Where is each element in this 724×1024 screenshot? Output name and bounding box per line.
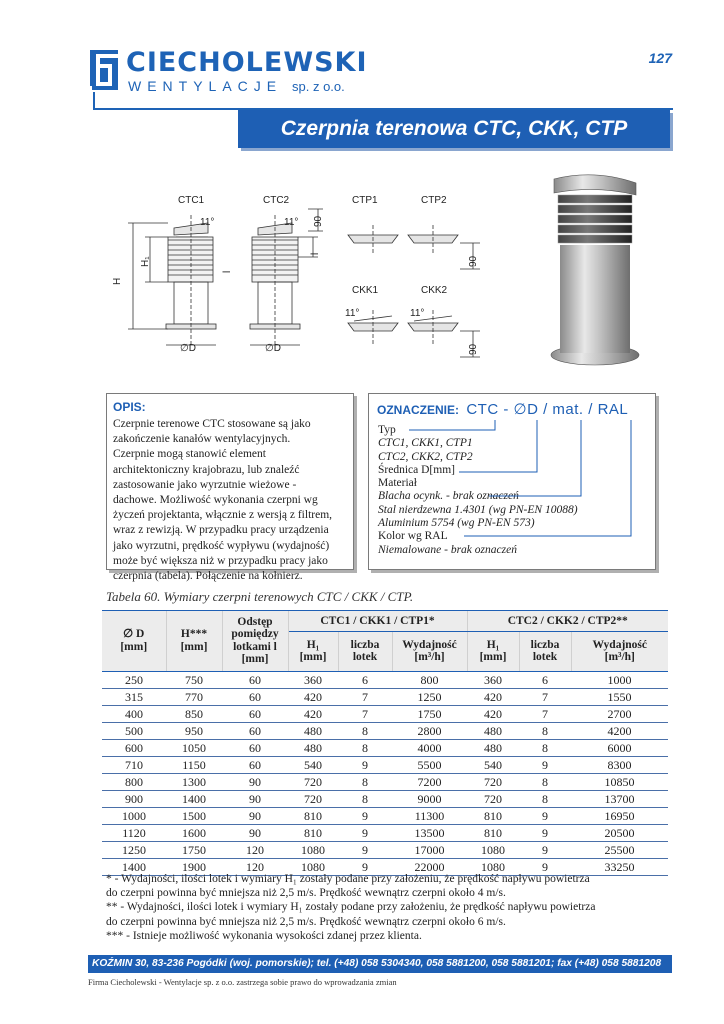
col-spacing-unit: [mm] bbox=[241, 653, 269, 666]
brand-subtitle-text: WENTYLACJE bbox=[128, 78, 283, 94]
description-line: życzeń projektanta, włącznie z wersją z filtrem, bbox=[113, 509, 333, 522]
table-cell: 16950 bbox=[571, 807, 668, 824]
table-row bbox=[102, 722, 668, 739]
table-cell: 480 bbox=[288, 722, 338, 739]
table-cell: 8 bbox=[338, 722, 392, 739]
table-cell: 420 bbox=[288, 705, 338, 722]
table-cell: 810 bbox=[288, 807, 338, 824]
table-cell: 8 bbox=[519, 773, 571, 790]
ctc1-drawing bbox=[128, 215, 216, 345]
table-cell: 1750 bbox=[392, 705, 467, 722]
diameter-ctc2: ∅D bbox=[265, 343, 281, 354]
table-cell: 480 bbox=[288, 739, 338, 756]
footnote-line: do czerpni powinna być mniejsza niż 2,5 m/s. Prędkość wewnątrz czerpni około 6 m/s. bbox=[106, 915, 506, 928]
designation-line: Materiał bbox=[378, 477, 417, 490]
dim-l-ctc2: l bbox=[310, 252, 321, 255]
designation-line: Średnica D[mm] bbox=[378, 463, 455, 476]
table-row bbox=[102, 773, 668, 790]
table-cell: 600 bbox=[102, 739, 166, 756]
table-cell: 90 bbox=[222, 790, 288, 807]
col-flow-label: Wydajność bbox=[402, 638, 457, 651]
designation-box bbox=[368, 393, 656, 570]
table-cell: 9 bbox=[519, 756, 571, 773]
table-cell: 400 bbox=[102, 705, 166, 722]
table-cell: 60 bbox=[222, 671, 288, 688]
designation-code: CTC - ∅D / mat. / RAL bbox=[466, 401, 629, 418]
company-logo bbox=[88, 46, 373, 108]
table-header-group-row bbox=[102, 611, 668, 631]
technical-drawing bbox=[108, 185, 488, 370]
table-cell: 360 bbox=[288, 671, 338, 688]
table-cell: 33250 bbox=[571, 858, 668, 875]
table-cell: 1400 bbox=[166, 790, 222, 807]
description-line: czerpnia (tabela). Połączenie na kołnierz. bbox=[113, 570, 303, 583]
table-cell: 6 bbox=[519, 671, 571, 688]
col-flow-a bbox=[392, 631, 467, 671]
table-cell: 60 bbox=[222, 722, 288, 739]
table-cell: 1000 bbox=[102, 807, 166, 824]
table-cell: 8 bbox=[338, 773, 392, 790]
table-cell: 1250 bbox=[392, 688, 467, 705]
col-diameter bbox=[102, 611, 166, 671]
group-ctc2: CTC2 / CKK2 / CTP2** bbox=[467, 611, 668, 631]
angle-ckk1: 11° bbox=[345, 308, 360, 319]
footnote-line: *** - Istnieje możliwość wykonania wysokości zdanej przez klienta. bbox=[106, 929, 422, 942]
col-diameter-unit: [mm] bbox=[120, 640, 148, 653]
table-cell: 13500 bbox=[392, 824, 467, 841]
table-cell: 480 bbox=[467, 722, 519, 739]
table-cell: 8 bbox=[338, 739, 392, 756]
table-row bbox=[102, 756, 668, 773]
table-cell: 900 bbox=[102, 790, 166, 807]
col-height bbox=[166, 611, 222, 671]
table-cell: 9 bbox=[338, 824, 392, 841]
table-cell: 10850 bbox=[571, 773, 668, 790]
diameter-ctc1: ∅D bbox=[180, 343, 196, 354]
table-cell: 1080 bbox=[288, 858, 338, 875]
table-cell: 1080 bbox=[467, 841, 519, 858]
table-cell: 810 bbox=[288, 824, 338, 841]
table-cell: 1250 bbox=[102, 841, 166, 858]
footnote-line: * - Wydajności, ilości lotek i wymiary H₁ zostały podane przy założeniu, że prędkość napływu powietrza bbox=[106, 873, 590, 885]
table-cell: 360 bbox=[467, 671, 519, 688]
table-cell: 5500 bbox=[392, 756, 467, 773]
description-line: wraz z rewizją. W przypadku pracy urządzenia bbox=[113, 524, 329, 537]
table-cell: 315 bbox=[102, 688, 166, 705]
ctp1-drawing bbox=[348, 225, 398, 255]
col-flow-unit: [m³/h] bbox=[414, 651, 445, 663]
col-flow-unit: [m³/h] bbox=[604, 651, 635, 663]
designation-header bbox=[377, 400, 647, 418]
table-cell: 1550 bbox=[571, 688, 668, 705]
table-cell: 420 bbox=[288, 688, 338, 705]
table-cell: 1400 bbox=[102, 858, 166, 875]
table-cell: 800 bbox=[392, 671, 467, 688]
table-cell: 420 bbox=[467, 705, 519, 722]
col-h1-unit: [mm] bbox=[479, 651, 507, 663]
table-cell: 1600 bbox=[166, 824, 222, 841]
table-row bbox=[102, 824, 668, 841]
col-h1-unit: [mm] bbox=[299, 651, 327, 663]
table-cell: 850 bbox=[166, 705, 222, 722]
table-cell: 6000 bbox=[571, 739, 668, 756]
page-title: Czerpnia terenowa CTC, CKK, CTP bbox=[280, 117, 628, 140]
table-cell: 9 bbox=[338, 756, 392, 773]
table-cell: 7 bbox=[338, 688, 392, 705]
designation-list bbox=[378, 424, 578, 557]
table-cell: 8 bbox=[519, 722, 571, 739]
table-row bbox=[102, 671, 668, 688]
table-cell: 20500 bbox=[571, 824, 668, 841]
table-cell: 8 bbox=[519, 790, 571, 807]
dimensions-table bbox=[102, 611, 668, 876]
table-cell: 7200 bbox=[392, 773, 467, 790]
table-cell: 90 bbox=[222, 824, 288, 841]
table-cell: 1150 bbox=[166, 756, 222, 773]
description-line: jako wyrzutni, prędkość wypływu (wydajność) bbox=[113, 539, 330, 552]
company-suffix: sp. z o.o. bbox=[292, 79, 345, 94]
table-cell: 60 bbox=[222, 739, 288, 756]
designation-line: CTC2, CKK2, CTP2 bbox=[378, 450, 473, 463]
table-cell: 2800 bbox=[392, 722, 467, 739]
description-line: może być większa niż w przypadku pracy jako bbox=[113, 554, 328, 567]
designation-line: Blacha ocynk. - brak oznaczeń bbox=[378, 490, 519, 503]
col-h1-a bbox=[288, 631, 338, 671]
table-cell: 25500 bbox=[571, 841, 668, 858]
col-diameter-label: ∅ D bbox=[123, 628, 145, 641]
table-cell: 540 bbox=[288, 756, 338, 773]
group-ctc1: CTC1 / CKK1 / CTP1* bbox=[288, 611, 467, 631]
label-ctc1: CTC1 bbox=[178, 195, 205, 206]
col-h1-b bbox=[467, 631, 519, 671]
table-cell: 9 bbox=[519, 841, 571, 858]
table-cell: 60 bbox=[222, 756, 288, 773]
table-cell: 720 bbox=[467, 790, 519, 807]
table-cell: 7 bbox=[519, 688, 571, 705]
table-cell: 7 bbox=[519, 705, 571, 722]
table-cell: 8300 bbox=[571, 756, 668, 773]
designation-line: Stal nierdzewna 1.4301 (wg PN-EN 10088) bbox=[378, 503, 578, 516]
footnote-line: do czerpni powinna być mniejsza niż 2,5 m/s. Prędkość wewnątrz czerpni około 4 m/s. bbox=[106, 887, 506, 900]
description-line: Czerpnie terenowe CTC stosowane są jako bbox=[113, 418, 311, 430]
angle-ckk2: 11° bbox=[410, 308, 425, 319]
table-cell: 1300 bbox=[166, 773, 222, 790]
table-cell: 810 bbox=[467, 807, 519, 824]
table-cell: 9 bbox=[519, 858, 571, 875]
designation-line: Kolor wg RAL bbox=[378, 530, 448, 543]
table-cell: 1080 bbox=[288, 841, 338, 858]
col-spacing-label: Odstęp pomiędzy lotkami l bbox=[231, 615, 279, 653]
table-cell: 7 bbox=[338, 705, 392, 722]
table-cell: 1080 bbox=[467, 858, 519, 875]
table-cell: 90 bbox=[222, 773, 288, 790]
table-cell: 710 bbox=[102, 756, 166, 773]
description-text bbox=[113, 417, 347, 584]
table-cell: 810 bbox=[467, 824, 519, 841]
table-cell: 500 bbox=[102, 722, 166, 739]
table-cell: 1120 bbox=[102, 824, 166, 841]
table-cell: 1900 bbox=[166, 858, 222, 875]
designation-title: OZNACZENIE: bbox=[377, 403, 459, 417]
table-cell: 720 bbox=[288, 773, 338, 790]
table-cell: 8 bbox=[338, 790, 392, 807]
designation-line: Aluminium 5754 (wg PN-EN 573) bbox=[378, 517, 535, 530]
table-row bbox=[102, 688, 668, 705]
table-cell: 120 bbox=[222, 841, 288, 858]
table-cell: 770 bbox=[166, 688, 222, 705]
description-line: architektoniczny krajobrazu, lub znaleźć bbox=[113, 463, 300, 476]
table-cell: 800 bbox=[102, 773, 166, 790]
label-ctp1: CTP1 bbox=[352, 195, 378, 206]
table-cell: 13700 bbox=[571, 790, 668, 807]
angle-ctc2: 11° bbox=[284, 217, 299, 228]
table-cell: 60 bbox=[222, 705, 288, 722]
table-cell: 950 bbox=[166, 722, 222, 739]
label-ctp2: CTP2 bbox=[421, 195, 447, 206]
table-cell: 9 bbox=[338, 807, 392, 824]
table-cell: 1750 bbox=[166, 841, 222, 858]
footer-rights: Firma Ciecholewski - Wentylacje sp. z o.o. zastrzega sobie prawo do wprowadzania zmian bbox=[88, 977, 397, 987]
designation-line: Typ bbox=[378, 424, 396, 436]
label-ctc2: CTC2 bbox=[263, 195, 290, 206]
table-cell: 9 bbox=[338, 841, 392, 858]
designation-line: CTC1, CKK1, CTP1 bbox=[378, 437, 473, 450]
table-cell: 60 bbox=[222, 688, 288, 705]
designation-line: Niemalowane - brak oznaczeń bbox=[378, 543, 517, 556]
table-cell: 4200 bbox=[571, 722, 668, 739]
description-line: zakończenie kanałów wentylacyjnych. bbox=[113, 433, 291, 446]
footer-address: KOŹMIN 30, 83-236 Pogódki (woj. pomorskie); tel. (+48) 058 5304340, 058 5881200, 058 5881201; fax (+48) 058 5881208 bbox=[92, 958, 662, 969]
brand-subtitle bbox=[128, 78, 345, 95]
logo-mark-icon bbox=[88, 46, 122, 94]
table-cell: 1000 bbox=[571, 671, 668, 688]
page-number: 127 bbox=[648, 50, 672, 66]
col-count-a: liczba lotek bbox=[338, 631, 392, 671]
dim-h: H bbox=[112, 277, 123, 285]
title-banner bbox=[238, 110, 670, 148]
table-caption: Tabela 60. Wymiary czerpni terenowych CTC / CKK / CTP. bbox=[106, 589, 414, 604]
description-box bbox=[106, 393, 354, 583]
table-cell: 120 bbox=[222, 858, 288, 875]
table-cell: 90 bbox=[222, 807, 288, 824]
table-cell: 9 bbox=[519, 824, 571, 841]
table-row bbox=[102, 790, 668, 807]
dim-90-ctp: 90 bbox=[468, 255, 479, 267]
col-count-b: liczba lotek bbox=[519, 631, 571, 671]
label-ckk2: CKK2 bbox=[421, 285, 448, 296]
table-cell: 750 bbox=[166, 671, 222, 688]
table-cell: 420 bbox=[467, 688, 519, 705]
table-row bbox=[102, 739, 668, 756]
description-line: Czerpnie mogą stanowić element bbox=[113, 448, 266, 461]
ctc2-drawing bbox=[250, 209, 323, 345]
col-height-unit: [mm] bbox=[180, 640, 208, 653]
product-photo bbox=[520, 165, 670, 375]
table-cell: 1050 bbox=[166, 739, 222, 756]
footer-bar bbox=[88, 955, 672, 973]
dim-h1: H₁ bbox=[140, 256, 151, 267]
dim-90-ckk: 90 bbox=[468, 343, 479, 355]
table-cell: 9 bbox=[338, 858, 392, 875]
table-row bbox=[102, 807, 668, 824]
table-cell: 6 bbox=[338, 671, 392, 688]
footnote-line: ** - Wydajności, ilości lotek i wymiary H₁ zostały podane przy założeniu, że prędkość napływu powietrza bbox=[106, 901, 596, 914]
col-spacing bbox=[222, 611, 288, 671]
table-row bbox=[102, 841, 668, 858]
table-cell: 9 bbox=[519, 807, 571, 824]
table-cell: 540 bbox=[467, 756, 519, 773]
table-cell: 250 bbox=[102, 671, 166, 688]
table-cell: 9000 bbox=[392, 790, 467, 807]
table-cell: 2700 bbox=[571, 705, 668, 722]
table-cell: 8 bbox=[519, 739, 571, 756]
angle-ctc1: 11° bbox=[200, 217, 215, 228]
table-row bbox=[102, 705, 668, 722]
table-cell: 22000 bbox=[392, 858, 467, 875]
dim-l-ctc1: l bbox=[222, 270, 233, 273]
description-line: zastosowanie jako wyrzutnie wieżowe - bbox=[113, 478, 297, 491]
dim-90-ctc2: 90 bbox=[313, 215, 324, 227]
col-h1-label: H₁ bbox=[306, 638, 320, 651]
description-title: OPIS: bbox=[113, 400, 146, 414]
table-cell: 11300 bbox=[392, 807, 467, 824]
table-cell: 480 bbox=[467, 739, 519, 756]
brand-name: CIECHOLEWSKI bbox=[126, 47, 368, 78]
col-h1-label: H₁ bbox=[486, 638, 500, 651]
table-body bbox=[102, 671, 668, 875]
table-cell: 4000 bbox=[392, 739, 467, 756]
col-flow-b bbox=[571, 631, 668, 671]
table-cell: 1500 bbox=[166, 807, 222, 824]
table-cell: 720 bbox=[467, 773, 519, 790]
label-ckk1: CKK1 bbox=[352, 285, 379, 296]
footnotes bbox=[106, 872, 666, 943]
table-cell: 720 bbox=[288, 790, 338, 807]
table-cell: 17000 bbox=[392, 841, 467, 858]
col-height-label: H*** bbox=[180, 628, 208, 641]
description-line: dachowe. Możliwość wykonania czerpni wg bbox=[113, 494, 318, 507]
col-flow-label: Wydajność bbox=[592, 638, 648, 651]
